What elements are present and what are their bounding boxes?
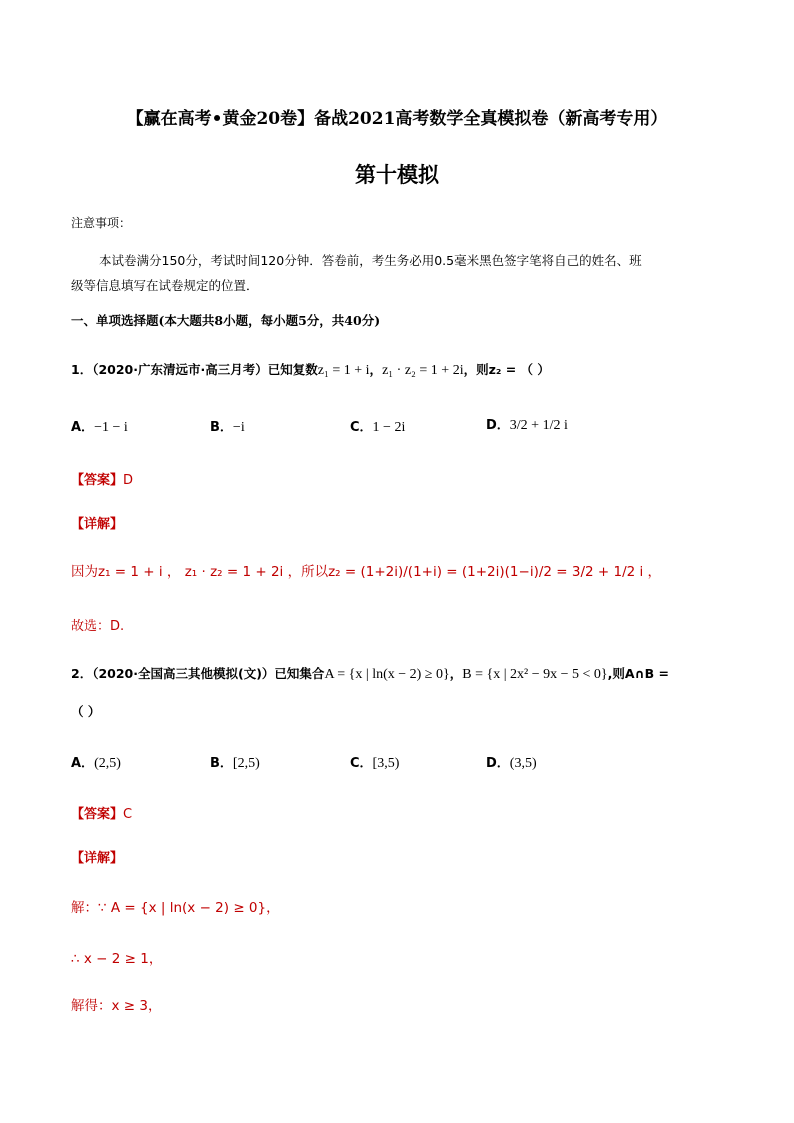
q2-ask: ,则A∩B = xyxy=(607,666,670,681)
q2-answer xyxy=(71,803,132,822)
q1-option-b[interactable] xyxy=(210,416,245,436)
q1-option-d-label: D． xyxy=(486,418,510,433)
q2-option-c-text: [3,5) xyxy=(372,756,400,771)
notice-line-2: 级等信息填写在试卷规定的位置． xyxy=(71,278,259,293)
q2-sep: ， xyxy=(449,666,463,681)
q2-paren: （ ） xyxy=(71,704,101,719)
q1-option-b-text: −i xyxy=(232,420,245,435)
q2-set-a: A = {x | ln(x − 2) ≥ 0} xyxy=(324,667,450,682)
q1-solution: 因为z₁ = 1 + i ， z₁ · z₂ = 1 + 2i ，所以z₂ = (1+2i)/(1+i) = (1+2i)(1−i)/2 = 3/2 + 1/2 i ， xyxy=(71,564,662,580)
q1-option-d-text: 3/2 + 1/2 i xyxy=(509,418,568,433)
q1-cond1: z₁ = 1 + i xyxy=(317,363,370,378)
q1-answer-value: D xyxy=(123,473,134,488)
doc-subtitle: 第十模拟 xyxy=(355,162,439,187)
q1-stem-prefix: 已知复数 xyxy=(267,362,318,377)
q2-option-b[interactable] xyxy=(210,752,260,772)
q2-option-d-text: (3,5) xyxy=(509,756,537,771)
question-1-stem xyxy=(71,360,550,379)
q1-source: （2020·广东清远市·高三月考） xyxy=(92,362,268,377)
q1-answer-tag: 【答案】 xyxy=(71,473,124,488)
q2-source: （2020·全国高三其他模拟(文)） xyxy=(92,666,275,681)
q2-set-b: B = {x | 2x² − 9x − 5 < 0} xyxy=(462,667,608,682)
q1-option-d[interactable] xyxy=(486,404,568,448)
q2-option-a[interactable] xyxy=(71,752,121,772)
q1-cond2: z₁ · z₂ = 1 + 2i xyxy=(382,363,464,378)
q2-option-d[interactable] xyxy=(486,752,537,772)
q2-option-c-label: C． xyxy=(350,756,373,771)
q2-stem-prefix: 已知集合 xyxy=(274,666,325,681)
q1-ask: ，则z₂ = （ ） xyxy=(463,362,550,377)
q1-answer xyxy=(71,469,133,488)
q1-option-a-text: −1 − i xyxy=(94,420,128,435)
q1-detail-tag: 【详解】 xyxy=(71,517,124,532)
q2-option-b-text: [2,5) xyxy=(232,756,260,771)
q2-detail-tag: 【详解】 xyxy=(71,851,124,866)
q2-answer-value: C xyxy=(123,807,133,822)
q2-option-b-label: B． xyxy=(210,756,233,771)
q2-step-2: ∴ x − 2 ≥ 1， xyxy=(71,951,163,967)
notice-line-1: 本试卷满分150分，考试时间120分钟．答卷前，考生务必用0.5毫米黑色签字笔将自己的姓名、班 xyxy=(99,253,642,268)
q2-option-a-text: (2,5) xyxy=(94,756,121,771)
q2-number: 2． xyxy=(71,666,93,681)
q1-option-b-label: B． xyxy=(210,420,233,435)
q2-step-3: 解得：x ≥ 3， xyxy=(71,998,162,1014)
q1-option-a-label: A． xyxy=(71,420,95,435)
q1-sep: ， xyxy=(369,362,383,377)
q2-option-c[interactable] xyxy=(350,752,399,772)
q2-option-a-label: A． xyxy=(71,756,95,771)
q2-answer-tag: 【答案】 xyxy=(71,807,124,822)
q1-option-c-text: 1 − 2i xyxy=(372,420,406,435)
q1-option-c-label: C． xyxy=(350,420,373,435)
q1-number: 1． xyxy=(71,362,93,377)
q2-step-1: 解：∵ A = {x | ln(x − 2) ≥ 0}， xyxy=(71,900,280,916)
question-2-stem xyxy=(71,664,669,683)
q1-option-c[interactable] xyxy=(350,416,405,436)
section-heading: 一、单项选择题(本大题共8小题，每小题5分，共40分) xyxy=(71,313,381,328)
notice-label: 注意事项： xyxy=(71,216,132,230)
q2-option-d-label: D． xyxy=(486,756,510,771)
q1-option-a[interactable] xyxy=(71,416,128,436)
q1-conclusion: 故选：D. xyxy=(71,619,125,634)
doc-title: 【赢在高考•黄金20卷】备战2021高考数学全真模拟卷（新高考专用） xyxy=(126,109,668,129)
